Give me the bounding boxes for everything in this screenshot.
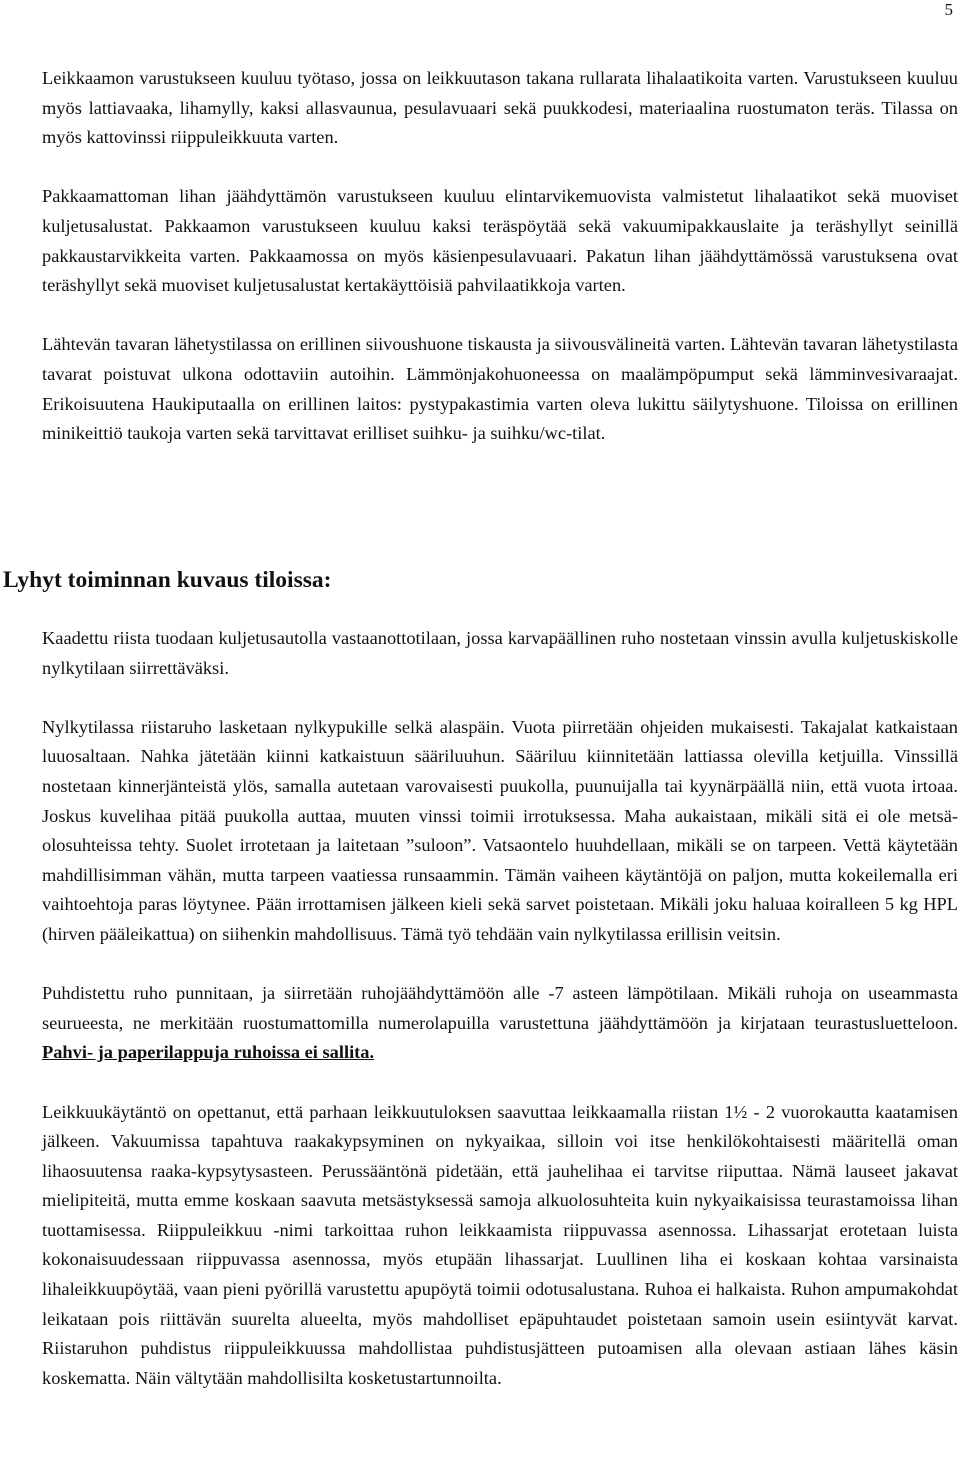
page-number: 5 bbox=[944, 0, 953, 19]
paragraph-jaahdytys-text: Puhdistettu ruho punnitaan, ja siirretään ruhojäähdyttämöön alle -7 asteen lämpötilaan. Mikäli ruhoja on useammasta seurueesta, ne merkitään ruostumattomilla numerolapuilla varustettuna jäähdyttämöön ja kirjataan teurastusluetteloon. bbox=[42, 983, 958, 1033]
activity-description-section bbox=[42, 624, 958, 1393]
paragraph-pakkaamo: Pakkaamattoman lihan jäähdyttämön varustukseen kuuluu elintarvikemuovista valmistetut lihalaatikot sekä muoviset kuljetusalustat. Pakkaamon varustukseen kuuluu kaksi teräspöytää sekä vakuumipakkauslaite ja teräshyllyt seinillä pakkaustarvikkeita varten. Pakkaamossa on myös käsienpesulavuaari. Pakatun lihan jäähdyttämössä varustuksena ovat teräshyllyt sekä muoviset kuljetusalustat kertakäyttöisiä pahvilaatikkoja varten. bbox=[42, 186, 958, 296]
paragraph-jaahdytys bbox=[42, 979, 958, 1068]
intro-section bbox=[42, 64, 958, 449]
paragraph-leikkaamo: Leikkaamon varustukseen kuuluu työtaso, jossa on leikkuutason takana rullarata lihalaatikoita varten. Varustukseen kuuluu myös lattiavaaka, lihamylly, kaksi allasvaunua, pesulavuaari sekä puukkodesi, materiaalina ruostumaton teräs. Tilassa on myös kattovinssi riippuleikkuuta varten. bbox=[42, 68, 958, 148]
emphasis-notice: Pahvi- ja paperilappuja ruhoissa ei sallita. bbox=[42, 1042, 375, 1063]
paragraph-vastaanotto: Kaadettu riista tuodaan kuljetusautolla vastaanottotilaan, jossa karvapäällinen ruho nostetaan vinssin avulla kuljetuskiskolle nylkytilaan siirrettäväksi. bbox=[42, 628, 958, 678]
paragraph-nylkytila: Nylkytilassa riistaruho lasketaan nylkypukille selkä alaspäin. Vuota piirretään ohjeiden mukaisesti. Takajalat katkaistaan luuosaltaan. Nahka jätetään kiinni katkaistuun sääriluuhun. Sääriluu kiinnitetään lattiassa olevilla ketjuilla. Vinssillä nostetaan kinnerjänteistä ylös, samalla autetaan varovaisesti puukolla, puunuijalla tai kyynärpäällä niin, että vuota irtoaa. Joskus kuvelihaa pitää puukolla auttaa, muuten vinssi toimii irrotuksessa. Maha aukaistaan, mikäli sitä ei ole metsäolosuhteissa tehty. Suolet irrotetaan ja laitetaan ”suloon”. Vatsaontelo huuhdellaan, mikäli se on tarpeen. Vettä käytetään mahdillisimman vähän, mutta tarpeen vaatiessa runsaammin. Tämän vaiheen käytäntöjä on paljon, mutta kokeilemalla eri vaihtoehtoja paras löytynee. Pään irrottamisen jälkeen kieli sekä sarvet poistetaan. Mikäli joku haluaa koiralleen 5 kg HPL (hirven pääleikattua) on siihenkin mahdollisuus. Tämä työ tehdään vain nylkytilassa erillisin veitsin. bbox=[42, 716, 958, 944]
paragraph-lahetystila: Lähtevän tavaran lähetystilassa on erillinen siivoushuone tiskausta ja siivousvälineitä varten. Lähtevän tavaran lähetystilasta tavarat poistuvat ulkona odottaviin autoihin. Lämmönjakohuoneessa on maalämpöpumput sekä lämminvesivaraajat. Erikoisuutena Haukiputaalla on erillinen laitos: pystypakastimia varten oleva lukittu säilytyshuone. Tiloissa on erillinen minikeittiö taukoja varten sekä tarvittavat erilliset suihku- ja suihku/wc-tilat. bbox=[42, 334, 958, 444]
section-heading: Lyhyt toiminnan kuvaus tiloissa: bbox=[3, 567, 332, 593]
paragraph-leikkuukaytanto: Leikkuukäytäntö on opettanut, että parhaan leikkuutuloksen saavuttaa leikkaamalla riistan 1½ - 2 vuorokautta kaatamisen jälkeen. Vakuumissa tapahtuva raakakypsyminen on nykyaikaa, silloin voi itse henkilökohtaisesti määritellä oman lihaosuutensa raaka-kypsytysasteen. Perussääntönä pidetään, että jauhelihaa ei tarvitse riiputtaa. Nämä lauseet jakavat mielipiteitä, mutta emme koskaan saavuta metsästyksessä samoja alkuolosuhteita kuin nykyaikaisissa teurastamoissa lihan tuottamisessa. Riippuleikkuu -nimi tarkoittaa ruhon leikkaamista riippuvassa asennossa. Lihassarjat erotetaan luista kokonaisuudessaan riippuvassa asennossa, myös etupään lihassarjat. Luullinen liha ei koskaan kohtaa varsinaista lihaleikkuupöytää, vaan pieni pyörillä varustettu apupöytä toimii odotusalustana. Ruhoa ei halkaista. Ruhon ampumakohdat leikataan pois riittävän suurelta alueelta, myös mahdolliset epäpuhtaudet poistetaan samoin usein esiintyvät karvat. Riistaruhon puhdistus riippuleikkuussa mahdollistaa puhdistusjätteen putoamisen alla olevaan astiaan lähes käsin koskematta. Näin vältytään mahdollisilta kosketustartunnoilta. bbox=[42, 1101, 958, 1388]
